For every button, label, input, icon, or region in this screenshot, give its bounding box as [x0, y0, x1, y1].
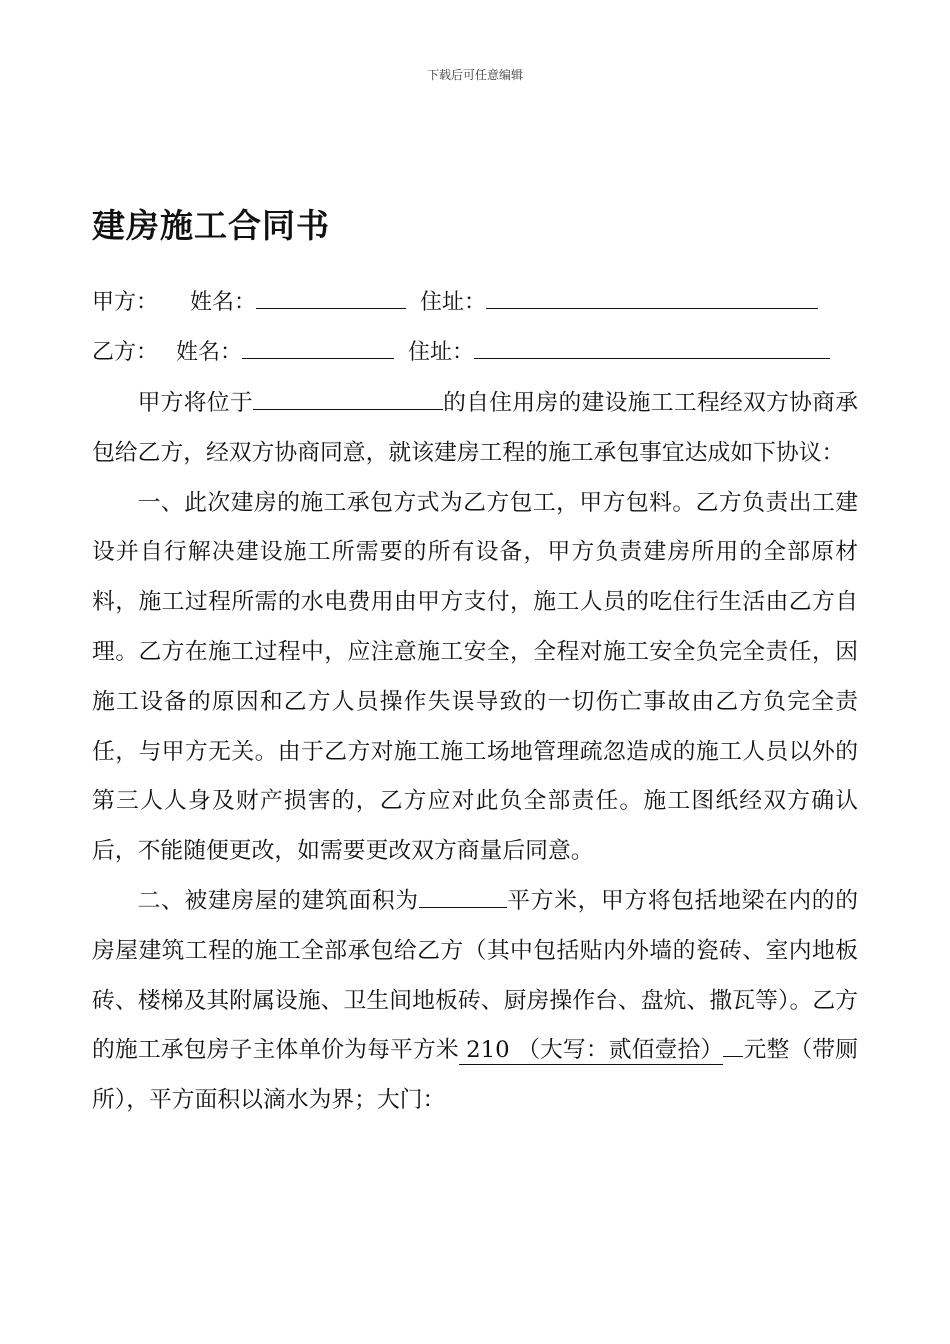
contract-body — [92, 379, 858, 1126]
party-b-address-blank[interactable] — [474, 334, 830, 359]
party-b-line — [92, 334, 830, 364]
clause-2-text-3: 元整（带厕所），平方面积以滴水为界；大门： — [92, 1037, 859, 1114]
party-b-name-label: 姓名： — [176, 340, 243, 365]
header-note: 下载后可任意编辑 — [426, 68, 523, 82]
document-title: 建房施工合同书 — [92, 206, 330, 245]
intro-text-before: 甲方将位于 — [137, 390, 253, 416]
party-a-address-label: 住址： — [420, 290, 487, 315]
unit-price-trailing-blank — [723, 1055, 743, 1057]
party-a-label: 甲方： — [92, 290, 159, 315]
unit-price-words: （大写：贰佰壹拾） — [517, 1037, 724, 1064]
intro-paragraph — [92, 379, 858, 479]
location-blank[interactable] — [253, 387, 443, 410]
area-blank[interactable] — [419, 885, 507, 908]
clause-2-text-2: 平方米，甲方将包括地梁在内的的房屋建筑工程的施工全部承包给乙方（其中包括贴内外墙的瓷砖、室内地板砖、楼梯及其附属设施、卫生间地板砖、厨房操作台、盘炕、撒瓦等）。乙方的施工承包房子主体单价为每平方米 — [92, 887, 859, 1064]
party-a-address-blank[interactable] — [486, 284, 818, 309]
party-a-name-label: 姓名： — [190, 290, 257, 315]
clause-2-paragraph — [92, 877, 858, 1126]
clause-1-paragraph: 一、此次建房的施工承包方式为乙方包工，甲方包料。乙方负责出工建设并自行解决建设施工所需要的所有设备，甲方负责建房所用的全部原材料，施工过程所需的水电费用由甲方支付，施工人员的吃住行生活由乙方自理。乙方在施工过程中，应注意施工安全，全程对施工安全负完全责任，因施工设备的原因和乙方人员操作失误导致的一切伤亡事故由乙方负完全责任，与甲方无关。由于乙方对施工施工场地管理疏忽造成的施工人员以外的第三人人身及财产损害的，乙方应对此负全部责任。施工图纸经双方确认后，不能随便更改，如需要更改双方商量后同意。 — [92, 489, 858, 865]
party-b-label: 乙方： — [92, 340, 159, 365]
party-a-name-blank[interactable] — [256, 284, 406, 309]
party-b-name-blank[interactable] — [242, 334, 394, 359]
unit-price-value: 210 — [458, 1037, 518, 1064]
party-a-line — [92, 284, 818, 314]
intro-text-after: 的自住用房的建设施工工程经双方协商承包给乙方，经双方协商同意，就该建房工程的施工承包事宜达成如下协议： — [92, 390, 859, 466]
party-b-address-label: 住址： — [408, 340, 475, 365]
clause-2-text-1: 二、被建房屋的建筑面积为 — [137, 887, 419, 914]
